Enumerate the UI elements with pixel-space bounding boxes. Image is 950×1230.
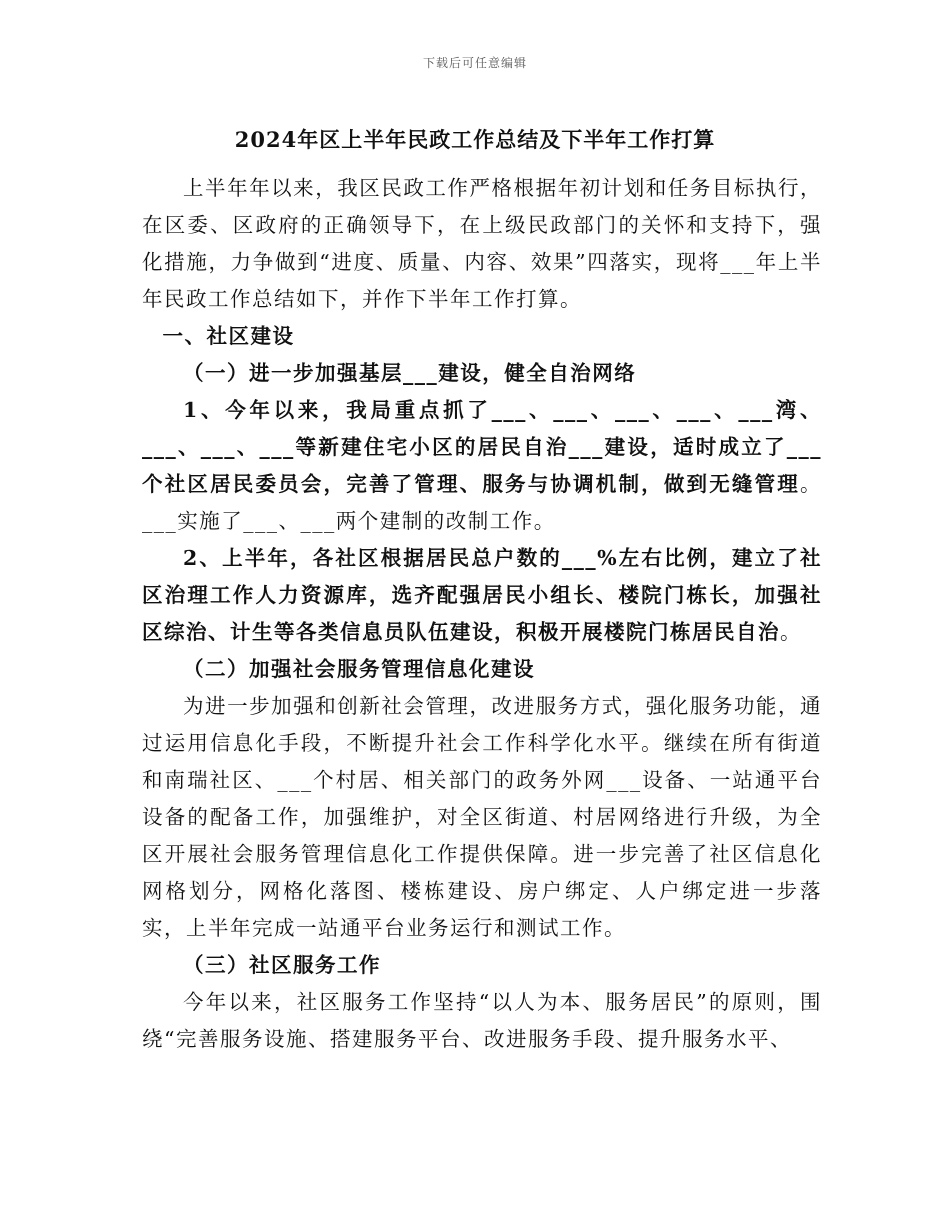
header-note: 下载后可任意编辑: [422, 56, 527, 70]
item-1-bold-text: 1、今年以来，我局重点抓了___、___、___、___、___湾、___、___、___等新建住宅小区的居民自治___建设，适时成立了___个社区居民委员会，完善了管理、服务与协调机制，做到无缝管理: [142, 398, 822, 496]
informatization-paragraph: 为进一步加强和创新社会管理，改进服务方式，强化服务功能，通过运用信息化手段，不断提升社会工作科学化水平。继续在所有街道和南瑞社区、___个村居、相关部门的政务外网___设备、一站通平台设备的配备工作，加强维护，对全区街道、村居网络进行升级，为全区开展社会服务管理信息化工作提供保障。进一步完善了社区信息化网格划分，网格化落图、楼栋建设、房户绑定、人户绑定进一步落实，上半年完成一站通平台业务运行和测试工作。: [142, 694, 822, 940]
section-heading-community-building: 一、社区建设: [162, 324, 295, 348]
item-1-paragraph: [142, 392, 822, 540]
sub-heading-grassroots: （一）进一步加强基层___建设，健全自治网络: [183, 361, 637, 385]
item-2-rest-text: 。: [780, 620, 802, 644]
document-body: [142, 170, 822, 1058]
sub-heading-community-service: （三）社区服务工作: [183, 953, 381, 977]
item-2-paragraph: [142, 540, 822, 651]
document-title: 2024年区上半年民政工作总结及下半年工作打算: [234, 127, 716, 152]
item-2-bold-text: 2、上半年，各社区根据居民总户数的___%左右比例，建立了社区治理工作人力资源库，选齐配强居民小组长、楼院门栋长，加强社区综治、计生等各类信息员队伍建设，积极开展楼院门栋居民自治: [142, 546, 822, 644]
community-service-paragraph: 今年以来，社区服务工作坚持“以人为本、服务居民”的原则，围绕“完善服务设施、搭建服务平台、改进服务手段、提升服务水平、: [142, 990, 822, 1051]
intro-paragraph: 上半年年以来，我区民政工作严格根据年初计划和任务目标执行，在区委、区政府的正确领导下，在上级民政部门的关怀和支持下，强化措施，力争做到“进度、质量、内容、效果”四落实，现将___年上半年民政工作总结如下，并作下半年工作打算。: [142, 176, 822, 311]
sub-heading-informatization: （二）加强社会服务管理信息化建设: [183, 657, 535, 681]
item-1-rest-text: 。___实施了___、___两个建制的改制工作。: [142, 472, 822, 533]
